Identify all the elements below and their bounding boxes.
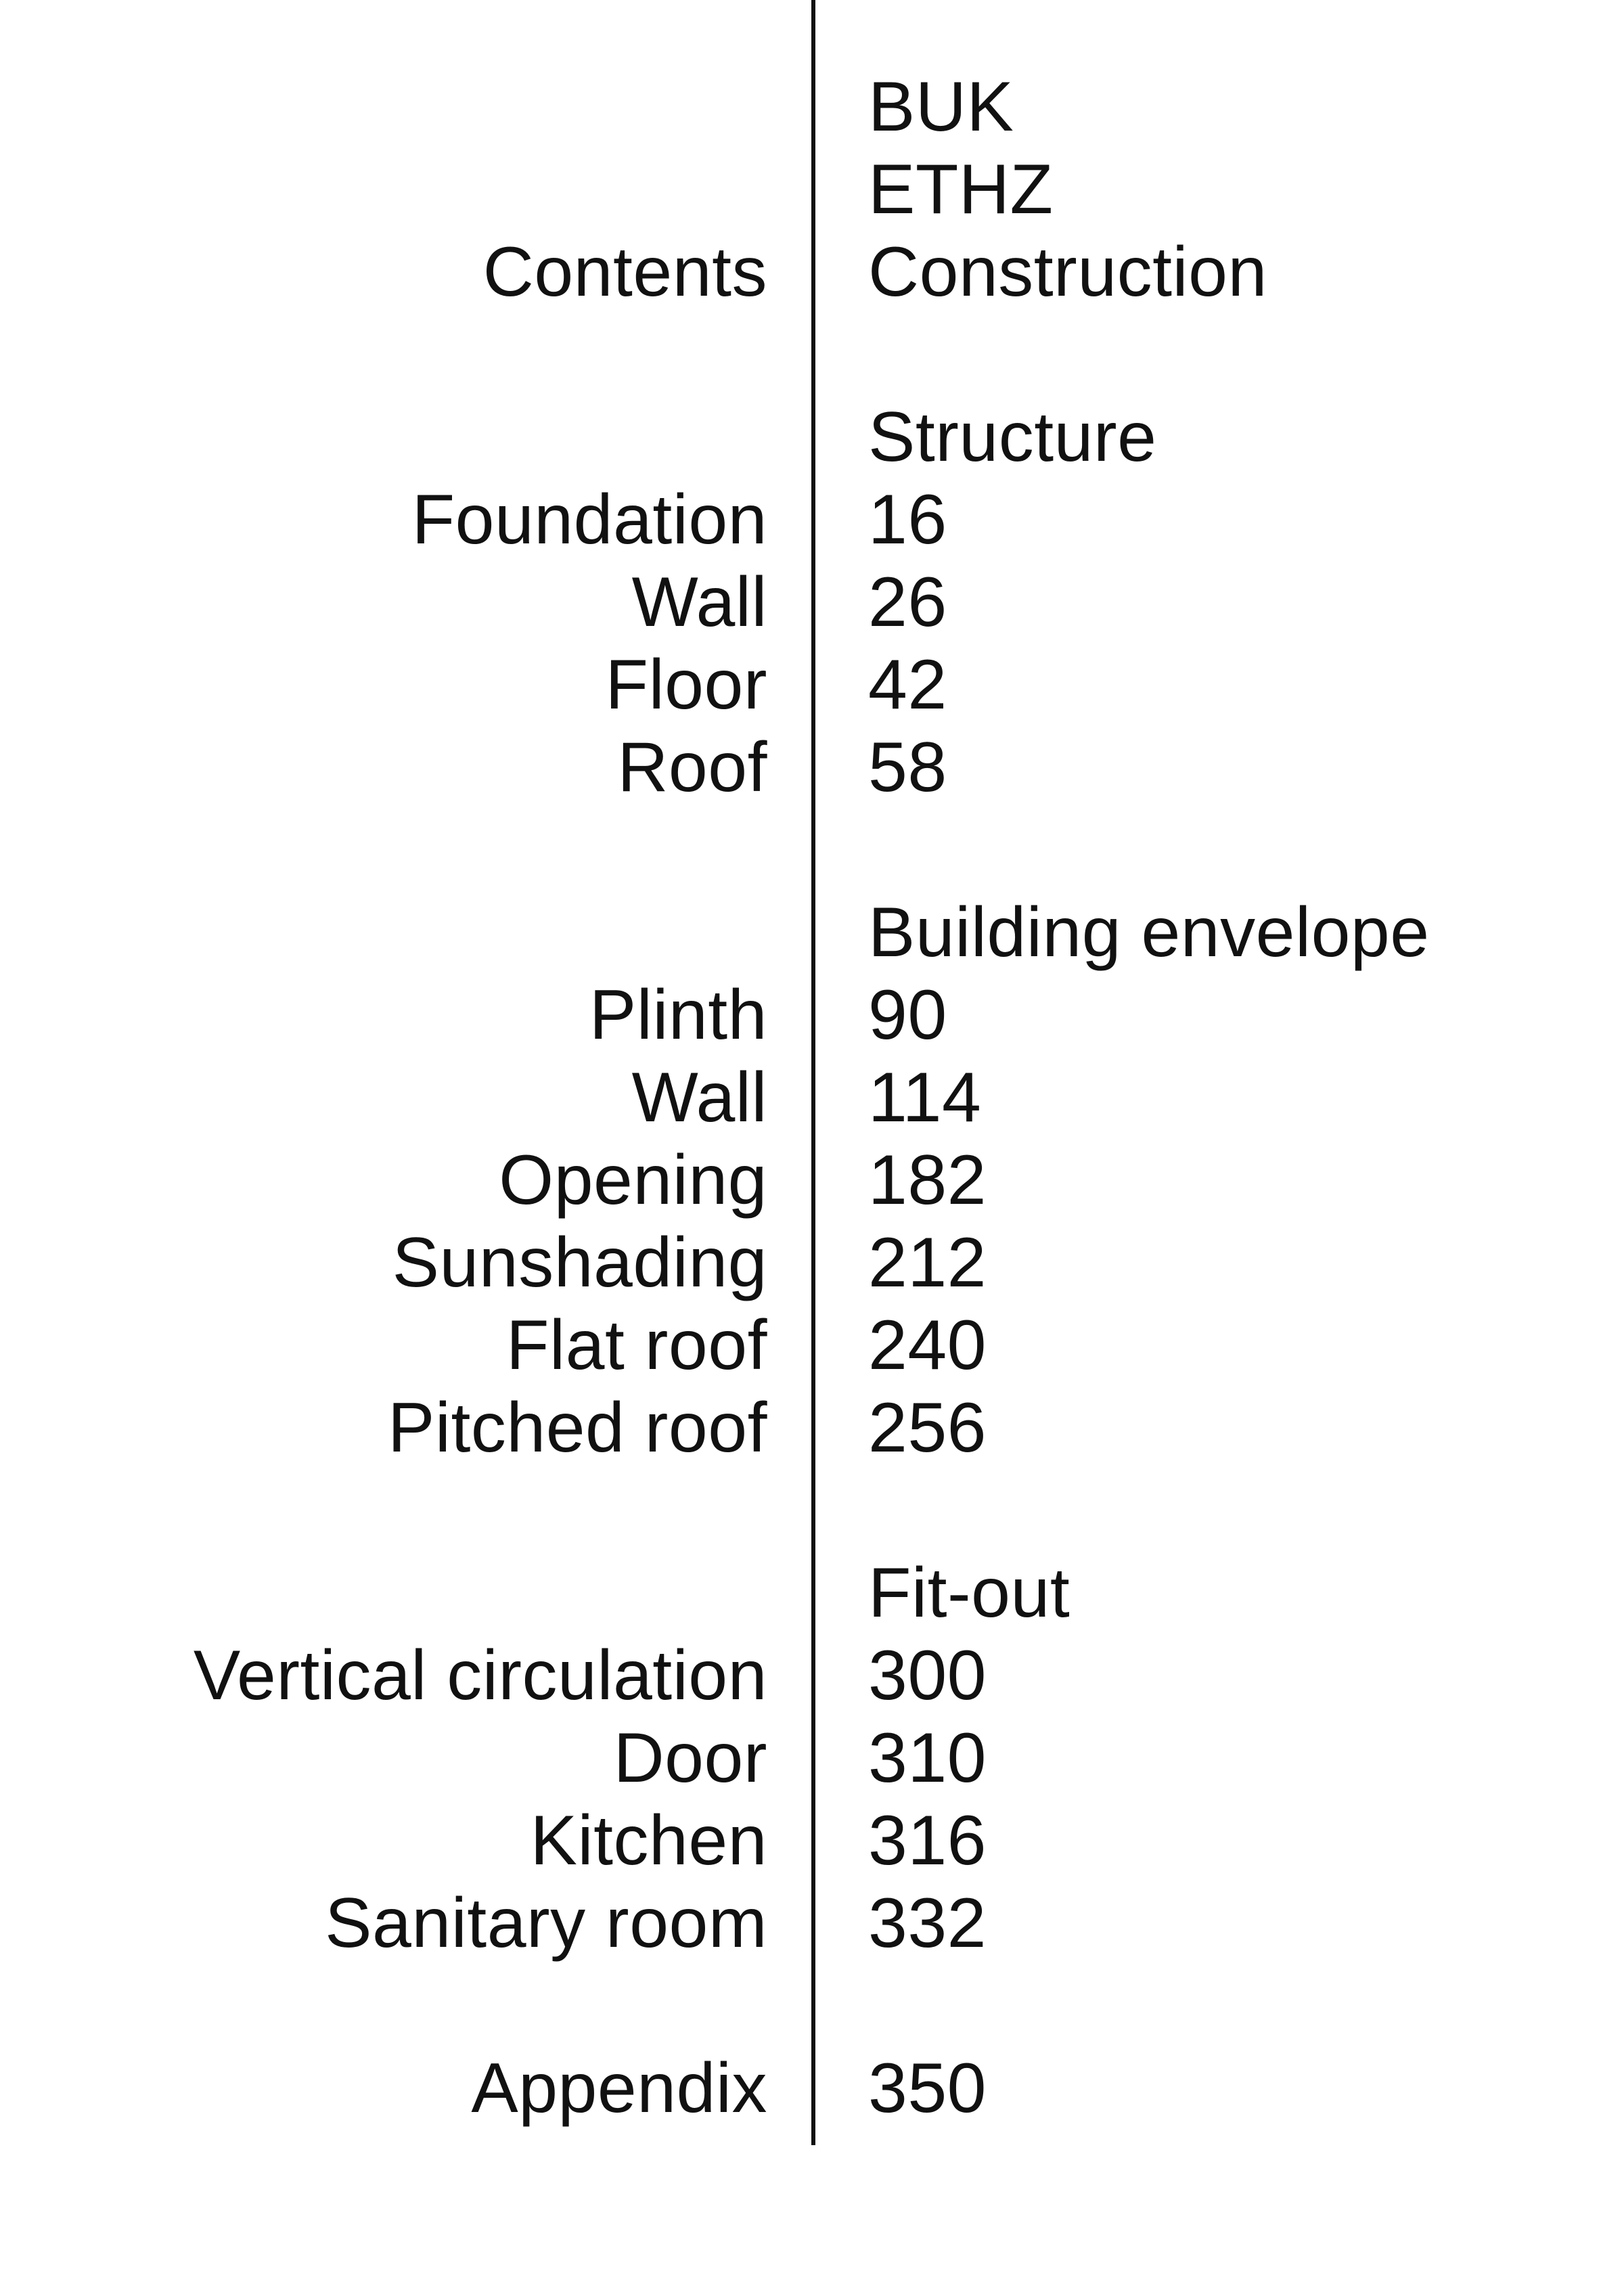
toc-entry-label: Vertical circulation xyxy=(193,1636,767,1715)
toc-entry-label: Wall xyxy=(631,563,767,642)
toc-entry-page: 256 xyxy=(868,1389,987,1467)
toc-entry-page: 300 xyxy=(868,1636,987,1715)
toc-entry-label: Floor xyxy=(605,646,767,724)
toc-entry-page: 42 xyxy=(868,646,947,724)
toc-entry-page: 212 xyxy=(868,1223,987,1302)
toc-entry-page: 240 xyxy=(868,1306,987,1385)
toc-entry-label: Kitchen xyxy=(530,1801,767,1880)
contents-heading: Contents xyxy=(482,233,767,311)
toc-entry-page: 58 xyxy=(868,728,947,807)
appendix-page: 350 xyxy=(868,2049,987,2128)
toc-entry-label: Wall xyxy=(631,1058,767,1137)
toc-entry-label: Opening xyxy=(499,1141,767,1219)
toc-entry-label: Plinth xyxy=(589,976,767,1054)
toc-entry-page: 310 xyxy=(868,1719,987,1797)
toc-entry-label: Flat roof xyxy=(506,1306,767,1385)
appendix-label: Appendix xyxy=(471,2049,767,2128)
header-line-construction: Construction xyxy=(868,233,1267,311)
toc-entry-page: 316 xyxy=(868,1801,987,1880)
toc-entry-label: Foundation xyxy=(411,480,767,559)
header-line-buk: BUK xyxy=(868,68,1014,146)
toc-entry-label: Pitched roof xyxy=(388,1389,767,1467)
toc-entry-page: 26 xyxy=(868,563,947,642)
toc-entry-label: Sunshading xyxy=(392,1223,767,1302)
toc-entry-label: Sanitary room xyxy=(325,1884,767,1962)
toc-entry-page: 114 xyxy=(868,1058,982,1137)
section-title-building-envelope: Building envelope xyxy=(868,893,1430,972)
toc-entry-page: 182 xyxy=(868,1141,987,1219)
toc-entry-page: 16 xyxy=(868,480,947,559)
toc-entry-label: Roof xyxy=(617,728,767,807)
section-title-structure: Structure xyxy=(868,398,1157,476)
toc-entry-page: 332 xyxy=(868,1884,987,1962)
vertical-divider xyxy=(811,0,815,2145)
header-line-ethz: ETHZ xyxy=(868,150,1054,229)
section-title-fit-out: Fit-out xyxy=(868,1554,1070,1632)
toc-entry-page: 90 xyxy=(868,976,947,1054)
toc-entry-label: Door xyxy=(613,1719,767,1797)
